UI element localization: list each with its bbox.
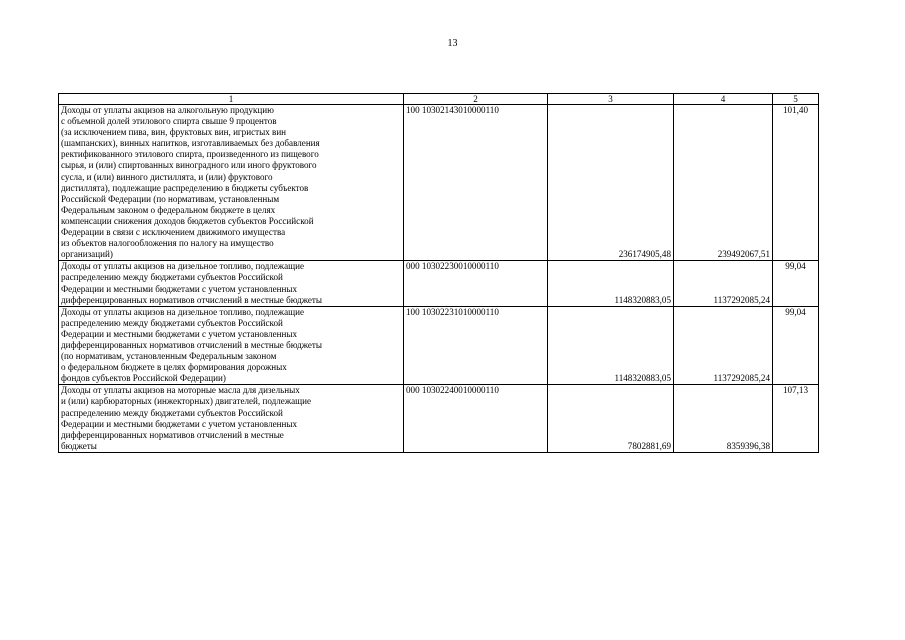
header-col-1: 1 (59, 94, 404, 105)
row-code: 000 10302240010000110 (404, 385, 548, 453)
table-row (59, 261, 819, 306)
row-col4-value: 8359396,38 (674, 385, 773, 453)
row-description: Доходы от уплаты акцизов на дизельное топливо, подлежащие распределению между бюджетами субъектов Российской Федерации и местными бюджетами с учетом установленных дифференцированных нормативов отчислений в местные бюджеты (59, 261, 404, 306)
row-description: Доходы от уплаты акцизов на моторные масла для дизельных и (или) карбюраторных (инжекторных) двигателей, подлежащие распределению между бюджетами субъектов Российской Федерации и местными бюджетами с учетом установленных дифференцированных нормативов отчислений в местные бюджеты (59, 385, 404, 453)
row-code: 100 10302231010000110 (404, 306, 548, 385)
header-col-3: 3 (548, 94, 674, 105)
header-col-4: 4 (674, 94, 773, 105)
row-col3-value: 7802881,69 (548, 385, 674, 453)
row-col4-value: 1137292085,24 (674, 261, 773, 306)
row-code: 000 10302230010000110 (404, 261, 548, 306)
row-description: Доходы от уплаты акцизов на алкогольную продукцию с объемной долей этилового спирта свыше 9 процентов (за исключением пива, вин, фруктовых вин, игристых вин (шампанских), винных напитков, изготавливаемых без добавления ректификованного этилового спирта, произведенного из пищевого сырья, и (или) спиртованных виноградного или иного фруктового сусла, и (или) винного дистиллята, и (или) фруктового дистиллята), подлежащие распределению в бюджеты субъектов Российской Федерации (по нормативам, установленным Федеральным законом о федеральном бюджете в целях компенсации снижения доходов бюджетов субъектов Российской Федерации в связи с исключением движимого имущества из объектов налогообложения по налогу на имущество организаций) (59, 105, 404, 261)
row-col3-value: 1148320883,05 (548, 306, 674, 385)
row-col5-percent: 99,04 (773, 306, 819, 385)
row-col5-percent: 101,40 (773, 105, 819, 261)
header-col-5: 5 (773, 94, 819, 105)
row-col3-value: 1148320883,05 (548, 261, 674, 306)
table-header-row (59, 94, 819, 105)
table-row (59, 105, 819, 261)
table-row (59, 306, 819, 385)
row-col4-value: 1137292085,24 (674, 306, 773, 385)
row-code: 100 10302143010000110 (404, 105, 548, 261)
row-description: Доходы от уплаты акцизов на дизельное топливо, подлежащие распределению между бюджетами субъектов Российской Федерации и местными бюджетами с учетом установленных дифференцированных нормативов отчислений в местные бюджеты (по нормативам, установленным Федеральным законом о федеральном бюджете в целях формирования дорожных фондов субъектов Российской Федерации) (59, 306, 404, 385)
row-col3-value: 236174905,48 (548, 105, 674, 261)
header-col-2: 2 (404, 94, 548, 105)
row-col4-value: 239492067,51 (674, 105, 773, 261)
table-row (59, 385, 819, 453)
row-col5-percent: 107,13 (773, 385, 819, 453)
revenue-table (58, 93, 819, 453)
row-col5-percent: 99,04 (773, 261, 819, 306)
page-number: 13 (447, 38, 458, 49)
